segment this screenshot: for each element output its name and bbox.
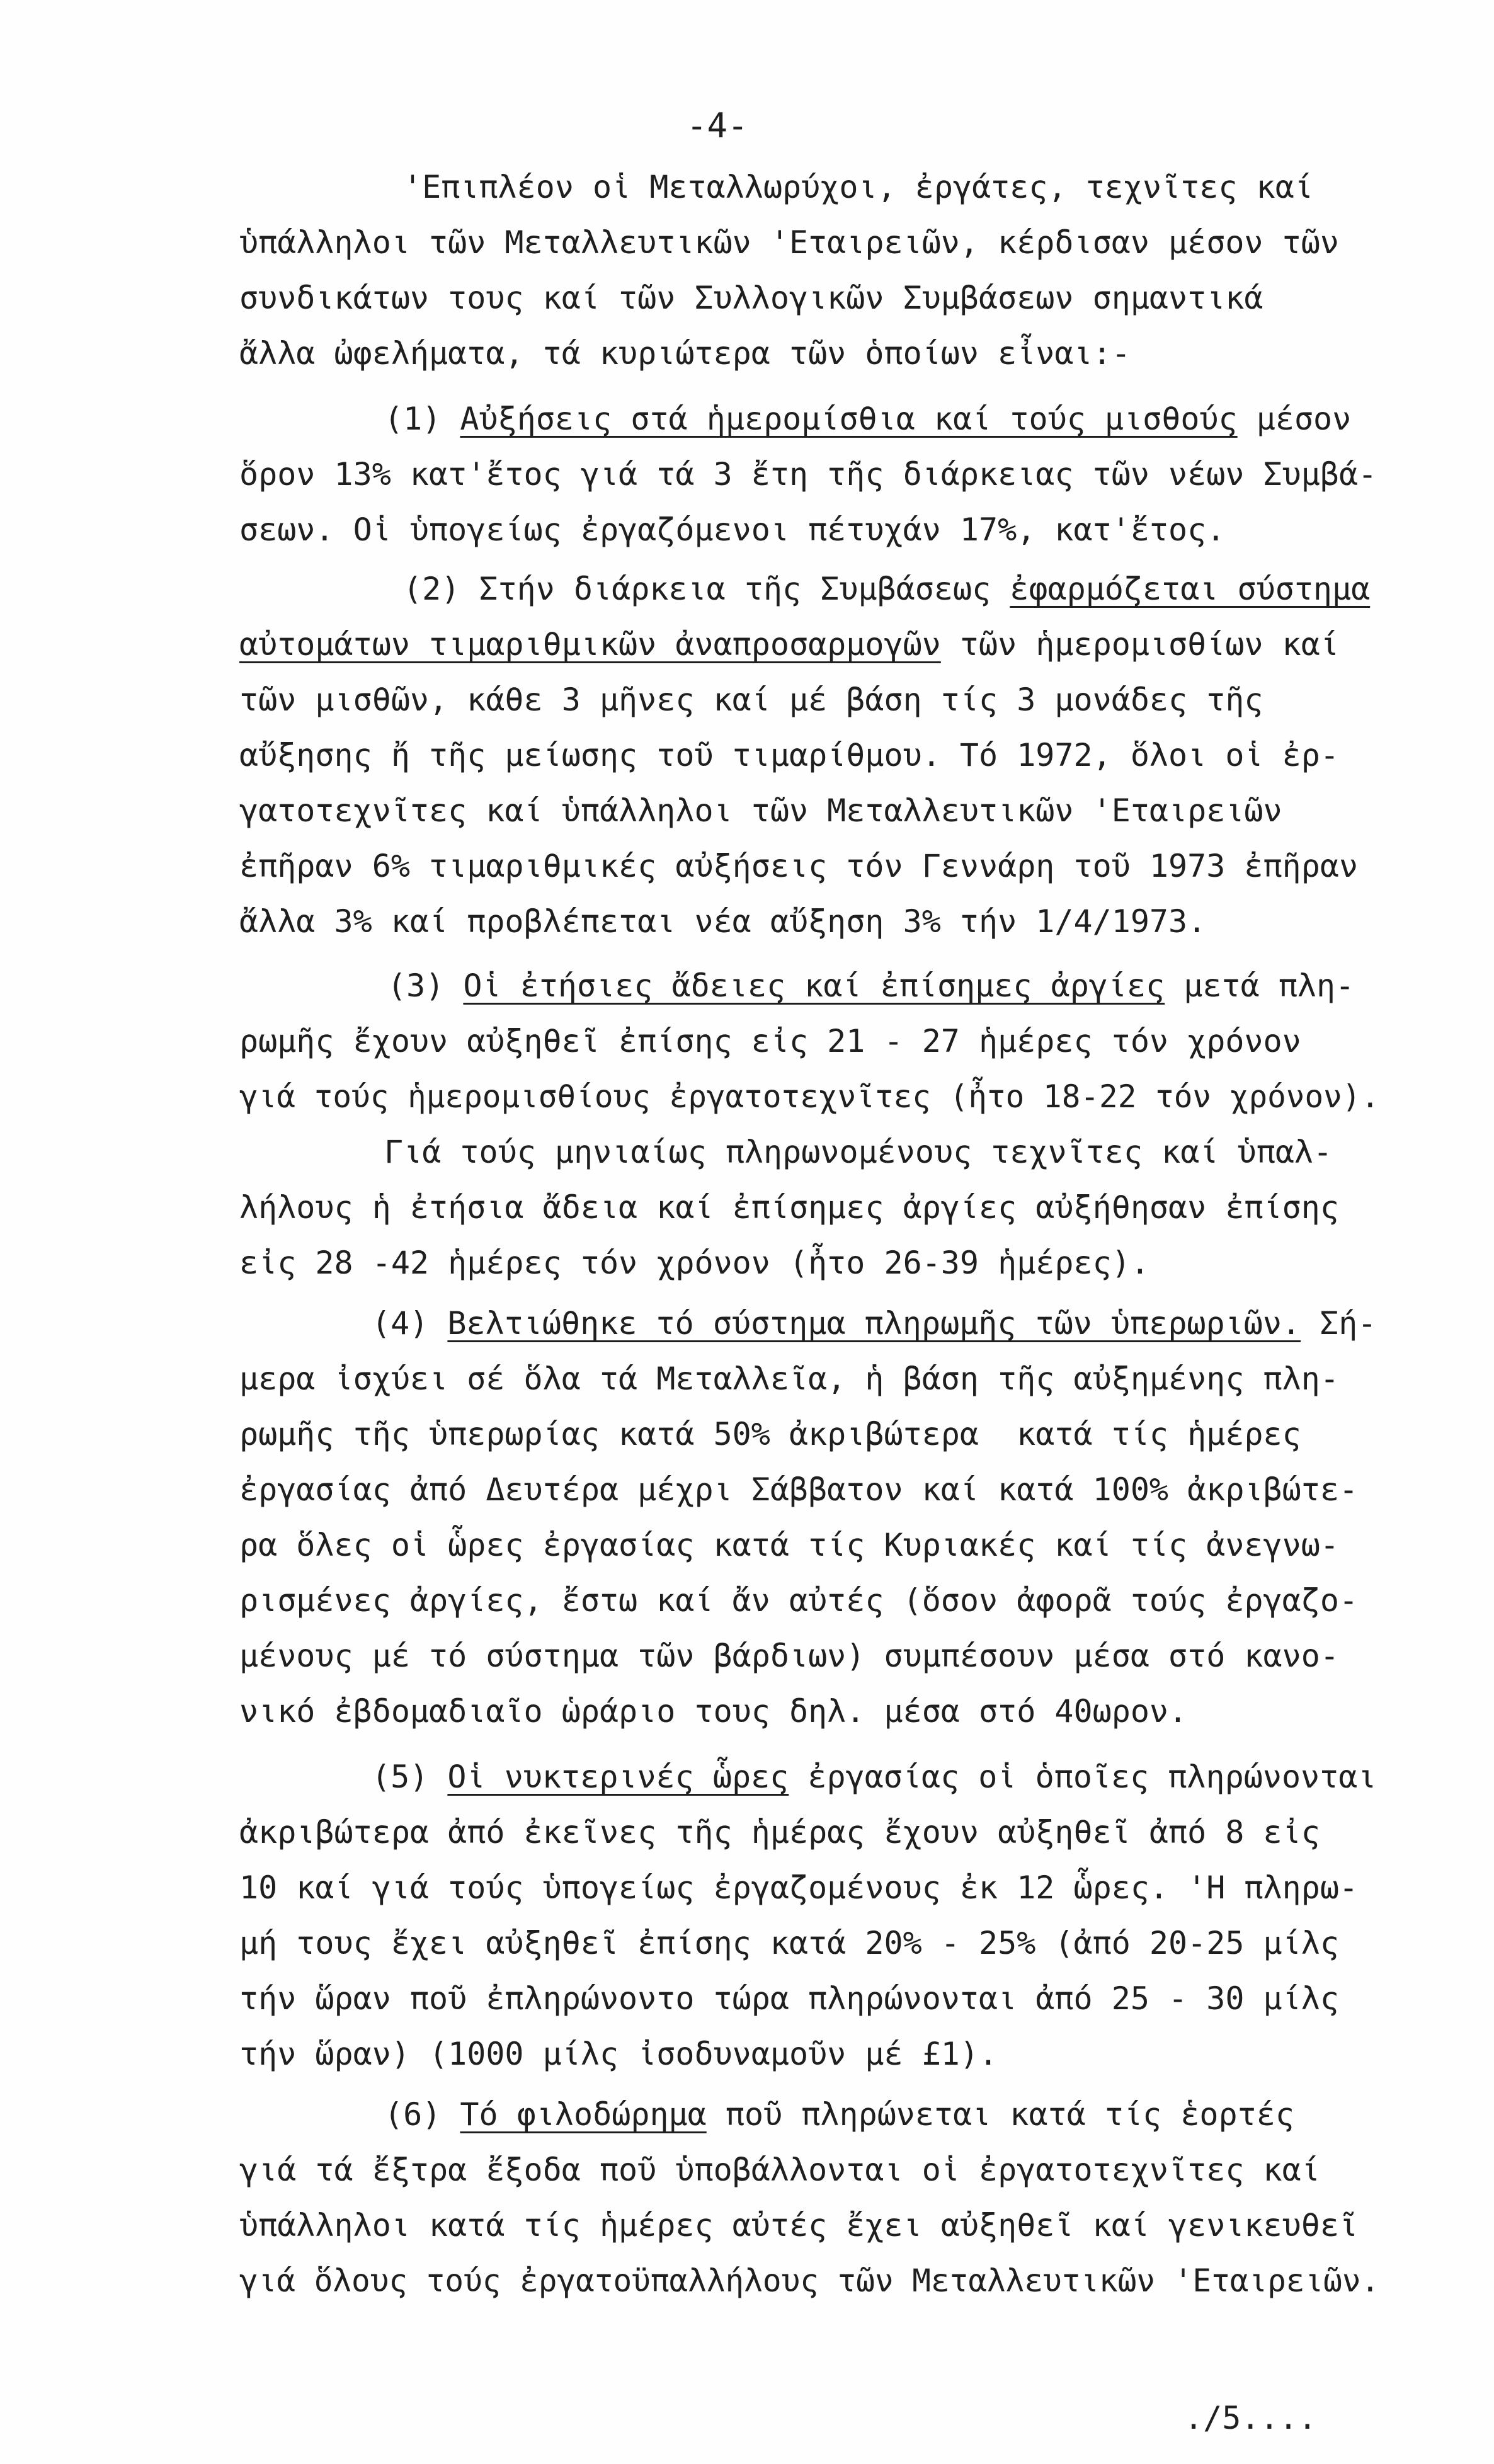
text-segment: (2) Στήν διάρκεια τῆς Συμβάσεως [403,571,1010,607]
text-segment: συνδικάτων τους καί τῶν Συλλογικῶν Συμβάσεων σημαντικά [239,280,1263,316]
text-line [384,2096,1294,2133]
underlined-phrase: Βελτιώθηκε τό σύστημα πληρωμῆς τῶν ὑπερωριῶν. [447,1305,1301,1342]
text-segment: νικό ἐβδομαδιαῖο ὡράριο τους δηλ. μέσα στό 40ωρον. [239,1693,1188,1730]
text-segment: Γιά τούς μηνιαίως πληρωνομένους τεχνῖτες καί ὑπαλ- [384,1134,1333,1170]
text-segment: (5) [372,1759,448,1795]
text-segment: ὅρον 13% κατ'ἔτος γιά τά 3 ἔτη τῆς διάρκειας τῶν νέων Συμβά- [239,456,1377,493]
text-segment: λήλους ἡ ἐτήσια ἄδεια καί ἐπίσημες ἀργίες αὐξήθησαν ἐπίσης [239,1189,1339,1226]
underlined-phrase: Οἱ νυκτερινές ὧρες [447,1759,789,1795]
text-segment: ρωμῆς τῆς ὑπερωρίας κατά 50% ἀκριβώτερα κατά τίς ἡμέρες [239,1416,1301,1452]
text-line [384,403,1351,435]
text-segment: μή τους ἔχει αὐξηθεῖ ἐπίσης κατά 20% - 25% (ἀπό 20-25 μίλς [239,1925,1339,1961]
text-segment: εἰς 28 -42 ἡμέρες τόν χρόνον (ἦτο 26-39 ἡμέρες). [239,1245,1149,1281]
text-line [239,739,1339,771]
underlined-phrase: Αὐξήσεις στά ἡμερομίσθια καί τούς μισθούς [460,401,1238,437]
text-line [239,335,1131,372]
text-segment: μερα ἰσχύει σέ ὅλα τά Μεταλλεῖα, ἡ βάση τῆς αὐξημένης πλη- [239,1360,1339,1397]
text-line [239,1980,1339,2017]
text-line [239,684,1263,716]
text-segment: ὑπάλληλοι τῶν Μεταλλευτικῶν 'Εταιρειῶν, κέρδισαν μέσον τῶν [239,224,1339,261]
text-segment: γιά τά ἔξτρα ἔξοδα ποῦ ὑποβάλλονται οἱ ἐργατοτεχνῖτες καί [239,2152,1320,2188]
text-line [239,456,1377,493]
text-segment: ἐπῆραν 6% τιμαριθμικές αὐξήσεις τόν Γεννάρη τοῦ 1973 ἐπῆραν [239,848,1359,884]
text-segment: Σή- [1301,1305,1377,1342]
text-segment: τῶν μισθῶν, κάθε 3 μῆνες καί μέ βάση τίς 3 μονάδες τῆς [239,682,1263,718]
text-line [239,1814,1320,1851]
text-segment: ἐργασίας οἱ ὁποῖες πληρώνονται [789,1759,1377,1795]
text-segment: μετά πλη- [1165,967,1355,1004]
text-segment: αὔξησης ἤ τῆς μείωσης τοῦ τιμαρίθμου. Τό 1972, ὅλοι οἱ ἐρ- [239,737,1339,773]
continuation-marker: ./5.... [1184,2400,1317,2436]
underlined-phrase: ἐφαρμόζεται σύστημα [1010,571,1371,607]
text-line [384,1136,1332,1168]
text-segment: ρα ὅλες οἱ ὧρες ἐργασίας κατά τίς Κυριακές καί τίς ἀνεγνω- [239,1527,1339,1563]
text-line [239,1418,1301,1450]
text-line [239,2154,1320,2186]
text-segment: γατοτεχνῖτες καί ὑπάλληλοι τῶν Μεταλλευτικῶν 'Εταιρειῶν [239,792,1282,829]
text-line [239,1693,1188,1730]
text-segment: μένους μέ τό σύστημα τῶν βάρδιων) συμπέσουν μέσα στό κανο- [239,1638,1339,1674]
text-line [239,1471,1359,1508]
text-segment: γιά τούς ἡμερομισθίους ἐργατοτεχνῖτες (ἦτο 18-22 τόν χρόνον). [239,1078,1380,1115]
text-segment: σεων. Οἱ ὑπογείως ἐργαζόμενοι πέτυχάν 17%, κατ'ἔτος. [239,511,1226,548]
text-line [239,1025,1301,1057]
text-segment: μέσον [1237,401,1352,437]
text-line [403,573,1370,605]
text-line [239,1360,1339,1397]
text-segment: (1) [384,401,460,437]
text-line [239,1078,1380,1115]
text-line [239,792,1282,829]
underlined-phrase: Οἱ ἐτήσιες ἄδειες καί ἐπίσημες ἀργίες [463,967,1165,1004]
text-line [239,1529,1339,1561]
underlined-phrase: αὐτομάτων τιμαριθμικῶν ἀναπροσαρμογῶν [239,626,941,663]
text-segment: ὑπάλληλοι κατά τίς ἡμέρες αὐτές ἔχει αὐξηθεῖ καί γενικευθεῖ [239,2207,1359,2244]
text-segment: ἐργασίας ἀπό Δευτέρα μέχρι Σάββατον καί κατά 100% ἀκριβώτε- [239,1471,1359,1508]
text-line [239,1582,1359,1619]
text-segment: ρωμῆς ἔχουν αὐξηθεῖ ἐπίσης εἰς 21 - 27 ἡμέρες τόν χρόνον [239,1023,1301,1059]
text-line [387,967,1355,1004]
text-line [239,1927,1339,1959]
text-line [239,626,1339,663]
text-line [239,1640,1339,1672]
text-segment: ἄλλα 3% καί προβλέπεται νέα αὔξηση 3% τήν 1/4/1973. [239,903,1207,940]
page-number: -4- [687,106,748,145]
text-segment: τῶν ἡμερομισθίων καί [940,626,1339,663]
text-segment: 'Επιπλέον οἱ Μεταλλωρύχοι, ἐργάτες, τεχνῖτες καί [403,169,1313,205]
text-line [372,1761,1376,1793]
text-line [239,2262,1380,2299]
text-segment: ἀκριβώτερα ἀπό ἐκεῖνες τῆς ἡμέρας ἔχουν αὐξηθεῖ ἀπό 8 εἰς [239,1814,1320,1851]
text-line [403,171,1313,203]
text-segment: ποῦ πληρώνεται κατά τίς ἑορτές [706,2096,1294,2133]
underlined-phrase: Τό φιλοδώρημα [460,2096,707,2133]
text-segment: τήν ὥραν ποῦ ἐπληρώνοντο τώρα πληρώνονται ἀπό 25 - 30 μίλς [239,1980,1339,2017]
text-line [239,850,1358,882]
text-segment: (6) [384,2096,460,2133]
text-segment: γιά ὅλους τούς ἐργατοϋπαλλήλους τῶν Μεταλλευτικῶν 'Εταιρειῶν. [239,2262,1380,2299]
text-segment: (4) [372,1305,448,1342]
text-line [239,1247,1149,1279]
text-line [239,2207,1359,2244]
text-line [239,1869,1359,1906]
text-line [372,1305,1377,1342]
text-segment: 10 καί γιά τούς ὑπογείως ἐργαζομένους ἐκ 12 ὧρες. 'Η πληρω- [239,1869,1359,1906]
text-segment: τήν ὥραν) (1000 μίλς ἰσοδυναμοῦν μέ £1). [239,2036,998,2072]
text-segment: ρισμένες ἀργίες, ἔστω καί ἄν αὐτές (ὅσον ἀφορᾶ τούς ἐργαζο- [239,1582,1359,1619]
text-segment: (3) [387,967,464,1004]
text-line [239,1189,1339,1226]
text-line [239,2038,998,2070]
text-line [239,511,1226,548]
text-line [239,224,1339,261]
text-line [239,903,1207,940]
text-segment: ἄλλα ὠφελήματα, τά κυριώτερα τῶν ὁποίων εἶναι:- [239,335,1131,372]
text-line [239,282,1263,314]
